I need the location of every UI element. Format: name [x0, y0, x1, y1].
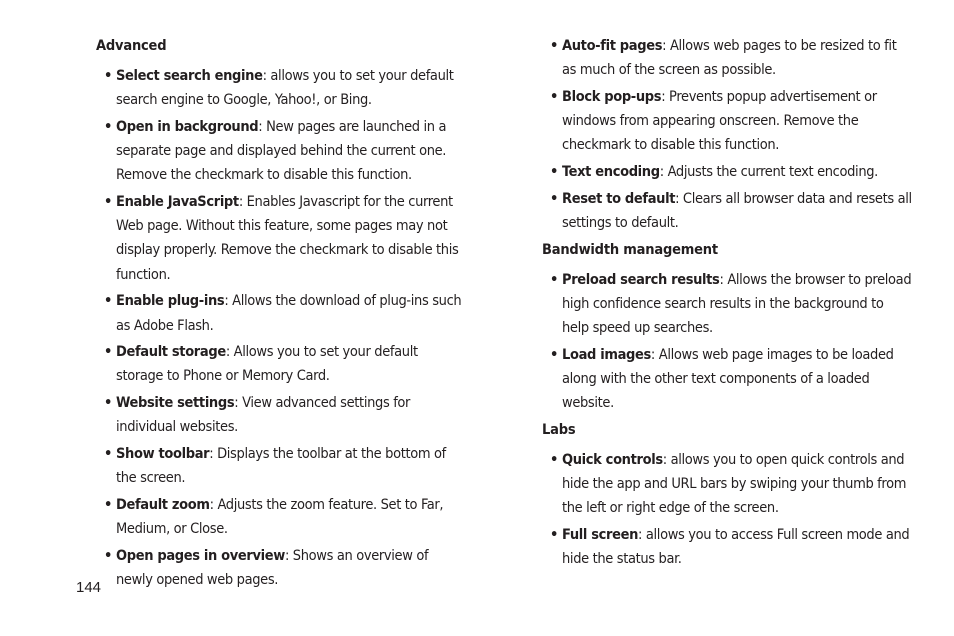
advanced-list [96, 64, 468, 592]
list-item [542, 268, 912, 341]
item-description: : Allows the browser to preload high confidence search results in the background to help speed up searches. [562, 271, 912, 337]
item-description: : allows you to open quick controls and hide the app and URL bars by swiping your thumb from the left or right edge of the screen. [562, 451, 907, 517]
bullet-icon: • [550, 38, 558, 54]
list-item [96, 340, 468, 388]
item-term: Quick controls [562, 451, 663, 468]
bullet-icon: • [104, 118, 112, 135]
item-term: Open pages in overview [116, 547, 285, 564]
section-heading-advanced: Advanced [96, 38, 167, 54]
bullet-icon: • [550, 164, 558, 181]
list-item [96, 190, 468, 287]
list-item [542, 160, 912, 184]
item-term: Default zoom [116, 496, 210, 513]
item-description: : Allows web page images to be loaded along with the other text components of a loaded website. [562, 346, 894, 412]
list-item [96, 493, 468, 541]
left-column [96, 34, 468, 595]
item-term: Load images [562, 346, 651, 363]
list-item [96, 115, 468, 188]
bullet-icon: • [550, 451, 558, 468]
list-item [542, 187, 912, 235]
bullet-icon: • [104, 547, 112, 564]
list-item [542, 85, 912, 158]
item-description: : Prevents popup advertisement or windows from appearing onscreen. Remove the checkmark to disable this function. [562, 88, 877, 154]
item-description: : Displays the toolbar at the bottom of the screen. [116, 446, 446, 487]
section-heading-bandwidth: Bandwidth management [542, 241, 718, 258]
item-description: : Clears all browser data and resets all settings to default. [562, 190, 912, 231]
item-description: : View advanced settings for individual websites. [116, 395, 411, 436]
list-item [542, 448, 912, 521]
item-term: Auto-fit pages [562, 38, 663, 54]
item-term: Block pop-ups [562, 88, 662, 105]
item-term: Show toolbar [116, 446, 210, 463]
bullet-icon: • [104, 293, 112, 310]
advanced-list-continued [542, 34, 912, 235]
bandwidth-list [542, 268, 912, 416]
list-item [96, 64, 468, 112]
list-item [96, 544, 468, 592]
bullet-icon: • [550, 190, 558, 207]
list-item [96, 442, 468, 490]
item-description: : Enables Javascript for the current Web page. Without this feature, some pages may not display properly. Remove the checkmark to disable this function. [116, 194, 459, 283]
bullet-icon: • [550, 88, 558, 105]
section-heading-labs: Labs [542, 421, 576, 438]
item-term: Website settings [116, 395, 235, 412]
bullet-icon: • [104, 446, 112, 463]
list-item [542, 343, 912, 416]
item-term: Open in background [116, 118, 259, 135]
item-description: : allows you to set your default search engine to Google, Yahoo!, or Bing. [116, 68, 454, 109]
labs-list [542, 448, 912, 572]
list-item [96, 391, 468, 439]
item-description: : Shows an overview of newly opened web pages. [116, 547, 429, 589]
item-term: Reset to default [562, 190, 676, 207]
list-item [96, 289, 468, 337]
item-description: : Adjusts the current text encoding. [659, 164, 878, 181]
bullet-icon: • [104, 68, 112, 84]
bullet-icon: • [104, 344, 112, 361]
bullet-icon: • [104, 496, 112, 513]
item-description: : Allows the download of plug-ins such as Adobe Flash. [116, 293, 462, 334]
item-description: : Allows web pages to be resized to fit as much of the screen as possible. [562, 38, 897, 79]
item-description: : Allows you to set your default storage to Phone or Memory Card. [116, 344, 418, 385]
item-term: Enable JavaScript [116, 194, 239, 211]
item-term: Full screen [562, 526, 639, 543]
item-description: : New pages are launched in a separate page and displayed behind the current one. Remove the checkmark to disable this function. [116, 118, 447, 184]
item-term: Preload search results [562, 271, 720, 288]
page-number: 144 [76, 579, 102, 596]
bullet-icon: • [104, 194, 112, 211]
bullet-icon: • [550, 346, 558, 363]
bullet-icon: • [104, 395, 112, 412]
list-item [542, 523, 912, 571]
item-description: : Adjusts the zoom feature. Set to Far, Medium, or Close. [116, 496, 444, 538]
item-description: : allows you to access Full screen mode and hide the status bar. [562, 526, 910, 568]
bullet-icon: • [550, 526, 558, 543]
right-column [542, 34, 912, 574]
list-item [542, 34, 912, 82]
item-term: Select search engine [116, 68, 263, 84]
item-term: Enable plug-ins [116, 293, 225, 310]
item-term: Default storage [116, 344, 226, 361]
item-term: Text encoding [562, 164, 660, 181]
bullet-icon: • [550, 271, 558, 288]
